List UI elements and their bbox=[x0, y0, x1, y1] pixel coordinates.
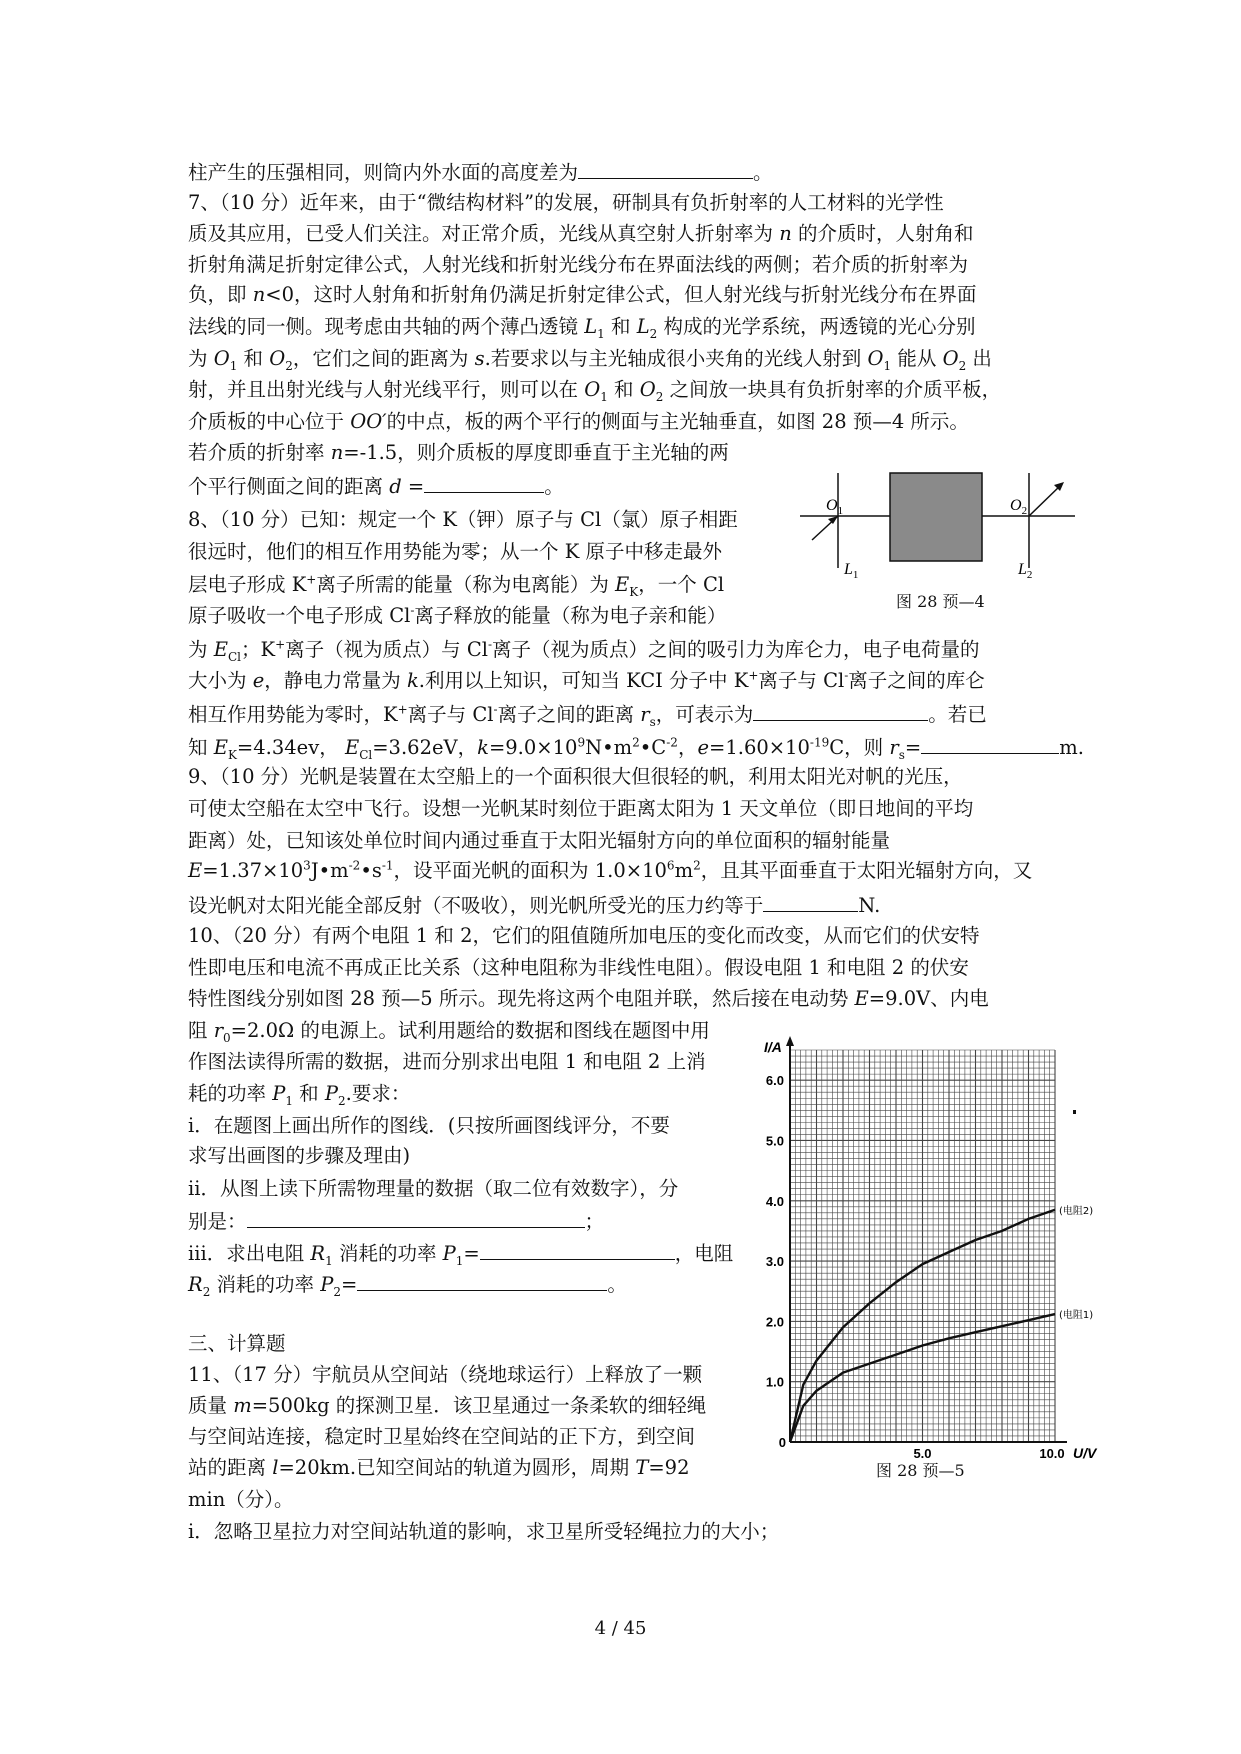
text-run: =1.60×10 bbox=[709, 736, 810, 759]
y-axis-label: I/A bbox=[764, 1039, 782, 1055]
answer-blank bbox=[357, 1270, 607, 1291]
text-run: ， bbox=[677, 736, 698, 759]
text-run: 柱产生的压强相同，则筒内外水面的高度差为 bbox=[188, 161, 579, 184]
text-run: = bbox=[401, 475, 425, 498]
text-run: 离子之间的库仑 bbox=[848, 669, 985, 692]
text-run: + bbox=[397, 702, 408, 717]
text-run: n bbox=[252, 283, 266, 306]
text-run: =9.0×10 bbox=[488, 736, 578, 759]
text-run: 0 bbox=[223, 1030, 231, 1045]
text-run: 。 bbox=[544, 475, 564, 498]
text-run: + bbox=[306, 572, 317, 587]
text-run: 能从 bbox=[891, 347, 943, 370]
figure-28-5-chart bbox=[762, 1030, 1097, 1470]
text-run: 。 bbox=[753, 161, 773, 184]
text-run: 耗的功率 bbox=[188, 1082, 273, 1105]
text-line bbox=[188, 472, 564, 500]
text-run: 可使太空船在太空中飞行。设想一光帆某时刻位于距离太阳为 1 天文单位（即日地间的平均 bbox=[188, 797, 974, 820]
text-run: =20km.已知空间站的轨道为圆形，周期 bbox=[278, 1456, 636, 1479]
text-run: s bbox=[649, 714, 656, 729]
text-run: 2 bbox=[202, 1284, 211, 1299]
answer-blank bbox=[480, 1239, 675, 1260]
text-line bbox=[188, 1207, 604, 1235]
text-run: 1 bbox=[285, 1093, 293, 1108]
text-run: 1 bbox=[600, 389, 608, 404]
text-run: k bbox=[477, 736, 489, 759]
text-run: 1 bbox=[883, 358, 892, 373]
text-run: 8、（10 分）已知：规定一个 K（钾）原子与 Cl（氯）原子相距 bbox=[188, 508, 738, 531]
text-line bbox=[188, 252, 968, 278]
text-run: -2 bbox=[348, 858, 361, 873]
text-line bbox=[188, 986, 989, 1012]
text-line bbox=[188, 282, 977, 308]
text-run: 6 bbox=[666, 858, 675, 873]
text-run: ，设平面光帆的面积为 1.0×10 bbox=[393, 859, 667, 882]
text-line bbox=[188, 1393, 706, 1419]
text-line bbox=[188, 440, 729, 466]
text-run: k bbox=[406, 669, 419, 692]
text-run: 。 bbox=[607, 1273, 627, 1296]
text-run: 离子之间的距离 bbox=[497, 703, 641, 726]
text-run: .若要求以与主光轴成很小夹角的光线人射到 bbox=[484, 347, 868, 370]
text-run: 和 bbox=[607, 378, 640, 401]
text-run: P bbox=[320, 1273, 334, 1296]
text-run: 9 bbox=[577, 735, 586, 750]
text-run: 大小为 bbox=[188, 669, 253, 692]
text-run: O bbox=[942, 347, 959, 370]
text-run: 和 bbox=[604, 315, 637, 338]
text-run: e bbox=[697, 736, 709, 759]
text-run: =4.34ev， bbox=[236, 736, 345, 759]
text-run: 设光帆对太阳光能全部反射（不吸收），则光帆所受光的压力约等于 bbox=[188, 894, 764, 917]
text-line bbox=[188, 346, 992, 372]
page-number: 4 / 45 bbox=[594, 1618, 647, 1639]
text-run: m. bbox=[1059, 736, 1084, 759]
stray-mark bbox=[1073, 1110, 1076, 1114]
text-run: 2 bbox=[693, 858, 701, 873]
text-run: ，且其平面垂直于太阳光辐射方向，又 bbox=[700, 859, 1033, 882]
text-run: iii．求出电阻 bbox=[188, 1242, 311, 1265]
text-run: 为 bbox=[188, 638, 214, 661]
figure-28-4-caption: 图 28 预—4 bbox=[896, 592, 985, 611]
text-line bbox=[188, 1176, 678, 1202]
text-run: E bbox=[615, 573, 630, 596]
text-run: 离子（视为质点）与 Cl bbox=[285, 638, 488, 661]
text-run: P bbox=[324, 1082, 338, 1105]
text-run: =2.0Ω 的电源上。试利用题给的数据和图线在题图中用 bbox=[230, 1019, 710, 1042]
text-run: n bbox=[779, 222, 792, 245]
text-run: =1.37×10 bbox=[202, 859, 304, 882]
answer-blank bbox=[578, 158, 753, 179]
text-line bbox=[188, 221, 973, 247]
text-run: = bbox=[463, 1242, 480, 1265]
text-run: O bbox=[867, 347, 884, 370]
text-run: 1 bbox=[229, 358, 238, 373]
text-run: 9、（10 分）光帆是装置在太空船上的一个面积很大但很轻的帆，利用太阳光对帆的光压， bbox=[188, 765, 963, 788]
text-line bbox=[188, 507, 738, 533]
text-run: n bbox=[330, 441, 344, 464]
curve-label-resistor-2: (电阻2) bbox=[1059, 1205, 1094, 1217]
text-run: E bbox=[344, 736, 360, 759]
text-run: 和 bbox=[292, 1082, 325, 1105]
text-line bbox=[188, 828, 890, 854]
text-line bbox=[188, 409, 969, 435]
text-run: 介质板的中心位于 bbox=[188, 410, 351, 433]
text-run: ii．从图上读下所需物理量的数据（取二位有效数字），分 bbox=[188, 1177, 679, 1200]
text-run: E bbox=[188, 859, 203, 882]
text-run: ，它们之间的距离为 bbox=[292, 347, 475, 370]
answer-blank bbox=[753, 700, 928, 721]
text-run: 知 bbox=[188, 736, 214, 759]
label-l1: $L_1$ bbox=[844, 561, 859, 581]
text-run: 之间放一块具有负折射率的介质平板， bbox=[663, 378, 1002, 401]
text-run: E bbox=[213, 736, 228, 759]
text-line bbox=[188, 572, 724, 598]
text-line bbox=[188, 1487, 294, 1513]
y-tick-label: 2.0 bbox=[765, 1314, 784, 1330]
text-run: ； bbox=[584, 1210, 605, 1233]
text-run: 相互作用势能为零时，K bbox=[188, 703, 398, 726]
text-run: - bbox=[493, 702, 498, 717]
text-run: ；K bbox=[240, 638, 276, 661]
text-run: O bbox=[639, 378, 656, 401]
text-run: ，静电力常量为 bbox=[264, 669, 407, 692]
text-run: 2 bbox=[958, 358, 967, 373]
text-run: - bbox=[487, 637, 493, 652]
text-run: E bbox=[213, 638, 228, 661]
text-line bbox=[188, 668, 985, 694]
text-run: =-1.5，则介质板的厚度即垂直于主光轴的两 bbox=[343, 441, 729, 464]
text-run: P bbox=[442, 1242, 456, 1265]
text-run: O bbox=[269, 347, 286, 370]
text-run: 的中点，板的两个平行的侧面与主光轴垂直，如图 28 预—4 所示。 bbox=[386, 410, 969, 433]
text-line bbox=[188, 1270, 627, 1298]
text-run: OO′ bbox=[350, 410, 387, 433]
text-line bbox=[188, 539, 722, 565]
text-run: s bbox=[898, 747, 905, 762]
text-run: l bbox=[272, 1456, 279, 1479]
text-run: 。若已 bbox=[928, 703, 987, 726]
text-run: 负，即 bbox=[188, 283, 253, 306]
text-run: J•m bbox=[310, 859, 349, 882]
y-tick-label: 0 bbox=[778, 1435, 786, 1450]
text-run: •s bbox=[360, 859, 382, 882]
text-run: 法线的同一侧。现考虑由共轴的两个薄凸透镜 bbox=[188, 315, 585, 338]
text-run: 别是： bbox=[188, 1210, 247, 1233]
label-l2: $L_2$ bbox=[1018, 561, 1033, 581]
text-run: =3.62eV， bbox=[372, 736, 478, 759]
text-run: 的介质时，人射角和 bbox=[791, 222, 974, 245]
x-axis-label: U/V bbox=[1073, 1445, 1097, 1461]
label-o2: $O_2$ bbox=[1010, 497, 1028, 517]
text-run: ，可表示为 bbox=[655, 703, 754, 726]
text-run: 1 bbox=[597, 326, 605, 341]
text-line bbox=[188, 1424, 695, 1450]
text-run: e bbox=[252, 669, 265, 692]
text-run: 与空间站连接，稳定时卫星始终在空间站的正下方，到空间 bbox=[188, 1425, 696, 1448]
text-run: Cl bbox=[227, 649, 241, 664]
text-line bbox=[188, 190, 944, 216]
text-line bbox=[188, 796, 973, 822]
text-run: 为 bbox=[188, 347, 214, 370]
text-run: 7、（10 分）近年来，由于“微结构材料”的发展，研制具有负折射率的人工材料的光学性 bbox=[188, 191, 944, 214]
text-run: r bbox=[889, 736, 899, 759]
text-run: 折射角满足折射定律公式，人射光线和折射光线分布在界面法线的两侧；若介质的折射率为 bbox=[188, 253, 969, 276]
text-line bbox=[188, 377, 1001, 403]
text-run: <0，这时人射角和折射角仍满足折射定律公式，但人射光线与折射光线分布在界面 bbox=[265, 283, 977, 306]
text-run: s bbox=[474, 347, 485, 370]
text-run: T bbox=[635, 1456, 649, 1479]
text-run: P bbox=[272, 1082, 286, 1105]
text-run: + bbox=[748, 668, 759, 683]
text-run: O bbox=[584, 378, 601, 401]
x-tick-label: 5.0 bbox=[913, 1446, 932, 1461]
figure-28-5-caption: 图 28 预—5 bbox=[876, 1461, 965, 1480]
text-line bbox=[188, 923, 979, 949]
y-tick-label: 4.0 bbox=[765, 1193, 784, 1209]
text-line bbox=[188, 1143, 410, 1169]
text-run: O bbox=[213, 347, 230, 370]
curve-label-resistor-1: (电阻1) bbox=[1059, 1310, 1094, 1322]
text-run: R bbox=[310, 1242, 326, 1265]
y-tick-label: 1.0 bbox=[765, 1374, 784, 1390]
text-run: 2 bbox=[655, 389, 664, 404]
text-line bbox=[188, 1331, 286, 1357]
text-run: 3 bbox=[303, 858, 311, 873]
text-line bbox=[188, 733, 1084, 761]
text-run: - bbox=[844, 668, 849, 683]
text-run: 层电子形成 K bbox=[188, 573, 307, 596]
answer-blank bbox=[424, 472, 544, 493]
text-run: 离子与 Cl bbox=[758, 669, 845, 692]
text-run: 消耗的功率 bbox=[210, 1273, 321, 1296]
text-run: 2 bbox=[338, 1093, 346, 1108]
text-run: .要求： bbox=[345, 1082, 411, 1105]
text-run: 2 bbox=[649, 326, 658, 341]
text-run: R bbox=[188, 1273, 203, 1296]
y-axis-arrow bbox=[786, 1036, 794, 1046]
text-line bbox=[188, 314, 976, 340]
text-run: 三、计算题 bbox=[188, 1332, 286, 1355]
text-run: N. bbox=[858, 894, 881, 917]
text-run: 若介质的折射率 bbox=[188, 441, 331, 464]
text-run: ，电阻 bbox=[674, 1242, 734, 1265]
text-run: =92 bbox=[648, 1456, 690, 1479]
text-run: 1 bbox=[455, 1253, 464, 1268]
text-line bbox=[188, 700, 987, 728]
text-run: min（分）。 bbox=[188, 1488, 294, 1511]
text-run: E bbox=[854, 987, 869, 1010]
text-run: -2 bbox=[666, 735, 678, 750]
text-run: 站的距离 bbox=[188, 1456, 273, 1479]
text-run: 原子吸收一个电子形成 Cl bbox=[188, 604, 411, 627]
text-line bbox=[188, 891, 880, 919]
x-tick-label: 10.0 bbox=[1039, 1446, 1065, 1461]
text-run: 2 bbox=[333, 1284, 341, 1299]
text-run: =9.0V、内电 bbox=[868, 987, 989, 1010]
answer-blank bbox=[247, 1207, 585, 1228]
text-run: + bbox=[275, 637, 286, 652]
text-run: - bbox=[410, 603, 415, 618]
text-run: 10、（20 分）有两个电阻 1 和 2，它们的阻值随所加电压的变化而改变，从而它们的伏安特 bbox=[188, 924, 980, 947]
text-line bbox=[188, 1113, 670, 1139]
text-line bbox=[188, 1018, 710, 1044]
text-run: i．在题图上画出所作的图线．(只按所画图线评分，不要 bbox=[188, 1114, 670, 1137]
text-run: m bbox=[674, 859, 694, 882]
text-run: -1 bbox=[381, 858, 394, 873]
text-run: i．忽略卫星拉力对空间站轨道的影响，求卫星所受轻绳拉力的大小； bbox=[188, 1520, 780, 1543]
text-line bbox=[188, 1049, 706, 1075]
text-run: N•m bbox=[585, 736, 633, 759]
text-line bbox=[188, 158, 773, 186]
text-line bbox=[188, 1455, 689, 1481]
text-run: ，一个 Cl bbox=[638, 573, 725, 596]
text-run: 求写出画图的步骤及理由) bbox=[188, 1144, 411, 1167]
text-run: 11、（17 分）宇航员从空间站（绕地球运行）上释放了一颗 bbox=[188, 1363, 703, 1386]
text-run: K bbox=[227, 747, 237, 762]
text-run: 很远时，他们的相互作用势能为零；从一个 K 原子中移走最外 bbox=[188, 540, 722, 563]
text-run: 1 bbox=[325, 1253, 333, 1268]
text-run: 性即电压和电流不再成正比关系（这种电阻称为非线性电阻）。假设电阻 1 和电阻 2 的伏安 bbox=[188, 956, 969, 979]
text-line bbox=[188, 1081, 410, 1107]
text-run: K bbox=[629, 584, 639, 599]
text-run: 和 bbox=[237, 347, 270, 370]
text-run: 作图法读得所需的数据，进而分别求出电阻 1 和电阻 2 上消 bbox=[188, 1050, 706, 1073]
text-run: m bbox=[233, 1394, 252, 1417]
text-line bbox=[188, 1362, 702, 1388]
text-run: 离子（视为质点）之间的吸引力为库仑力，电子电荷量的 bbox=[492, 638, 980, 661]
text-run: d bbox=[389, 475, 402, 498]
text-run: =500kg 的探测卫星．该卫星通过一条柔软的细轻绳 bbox=[251, 1394, 707, 1417]
text-run: •C bbox=[639, 736, 667, 759]
label-o1: $O_1$ bbox=[826, 497, 844, 517]
text-run: 离子与 Cl bbox=[407, 703, 494, 726]
text-line bbox=[188, 637, 980, 663]
text-line bbox=[188, 1239, 733, 1267]
text-run: L bbox=[584, 315, 598, 338]
text-run: 特性图线分别如图 28 预—5 所示。现先将这两个电阻并联，然后接在电动势 bbox=[188, 987, 855, 1010]
text-run: 出 bbox=[966, 347, 992, 370]
text-run: C，则 bbox=[829, 736, 890, 759]
answer-blank bbox=[763, 891, 858, 912]
text-run: 消耗的功率 bbox=[332, 1242, 443, 1265]
figure-28-4 bbox=[800, 468, 1080, 588]
text-line bbox=[188, 1519, 779, 1545]
emergent-ray bbox=[1029, 484, 1062, 516]
text-run: 个平行侧面之间的距离 bbox=[188, 475, 390, 498]
text-line bbox=[188, 764, 963, 790]
text-run: 质及其应用，已受人们关注。对正常介质，光线从真空射人折射率为 bbox=[188, 222, 780, 245]
dielectric-plate bbox=[890, 473, 982, 561]
text-run: -19 bbox=[809, 735, 830, 750]
text-run: .利用以上知识，可知当 KCI 分子中 K bbox=[418, 669, 749, 692]
text-run: Cl bbox=[359, 747, 373, 762]
text-run: r bbox=[213, 1019, 224, 1042]
text-run: 2 bbox=[285, 358, 293, 373]
text-run: L bbox=[636, 315, 650, 338]
text-line bbox=[188, 858, 1032, 884]
text-line bbox=[188, 955, 969, 981]
text-run: 离子所需的能量（称为电离能）为 bbox=[316, 573, 616, 596]
text-run: 射，并且出射光线与人射光线平行，则可以在 bbox=[188, 378, 585, 401]
text-run: 阻 bbox=[188, 1019, 214, 1042]
text-run: = bbox=[341, 1273, 358, 1296]
text-run: 质量 bbox=[188, 1394, 234, 1417]
text-line bbox=[188, 603, 726, 629]
text-run: 距离）处，已知该处单位时间内通过垂直于太阳光辐射方向的单位面积的辐射能量 bbox=[188, 829, 891, 852]
incident-ray-arrow bbox=[828, 516, 838, 524]
y-tick-label: 6.0 bbox=[765, 1073, 784, 1089]
text-run: 2 bbox=[632, 735, 640, 750]
text-run: 构成的光学系统，两透镜的光心分别 bbox=[657, 315, 976, 338]
text-run: r bbox=[640, 703, 650, 726]
text-run: = bbox=[904, 736, 922, 759]
y-tick-label: 3.0 bbox=[765, 1254, 784, 1270]
y-tick-label: 5.0 bbox=[765, 1133, 784, 1149]
text-run: 离子释放的能量（称为电子亲和能） bbox=[414, 604, 727, 627]
answer-blank bbox=[921, 733, 1059, 754]
